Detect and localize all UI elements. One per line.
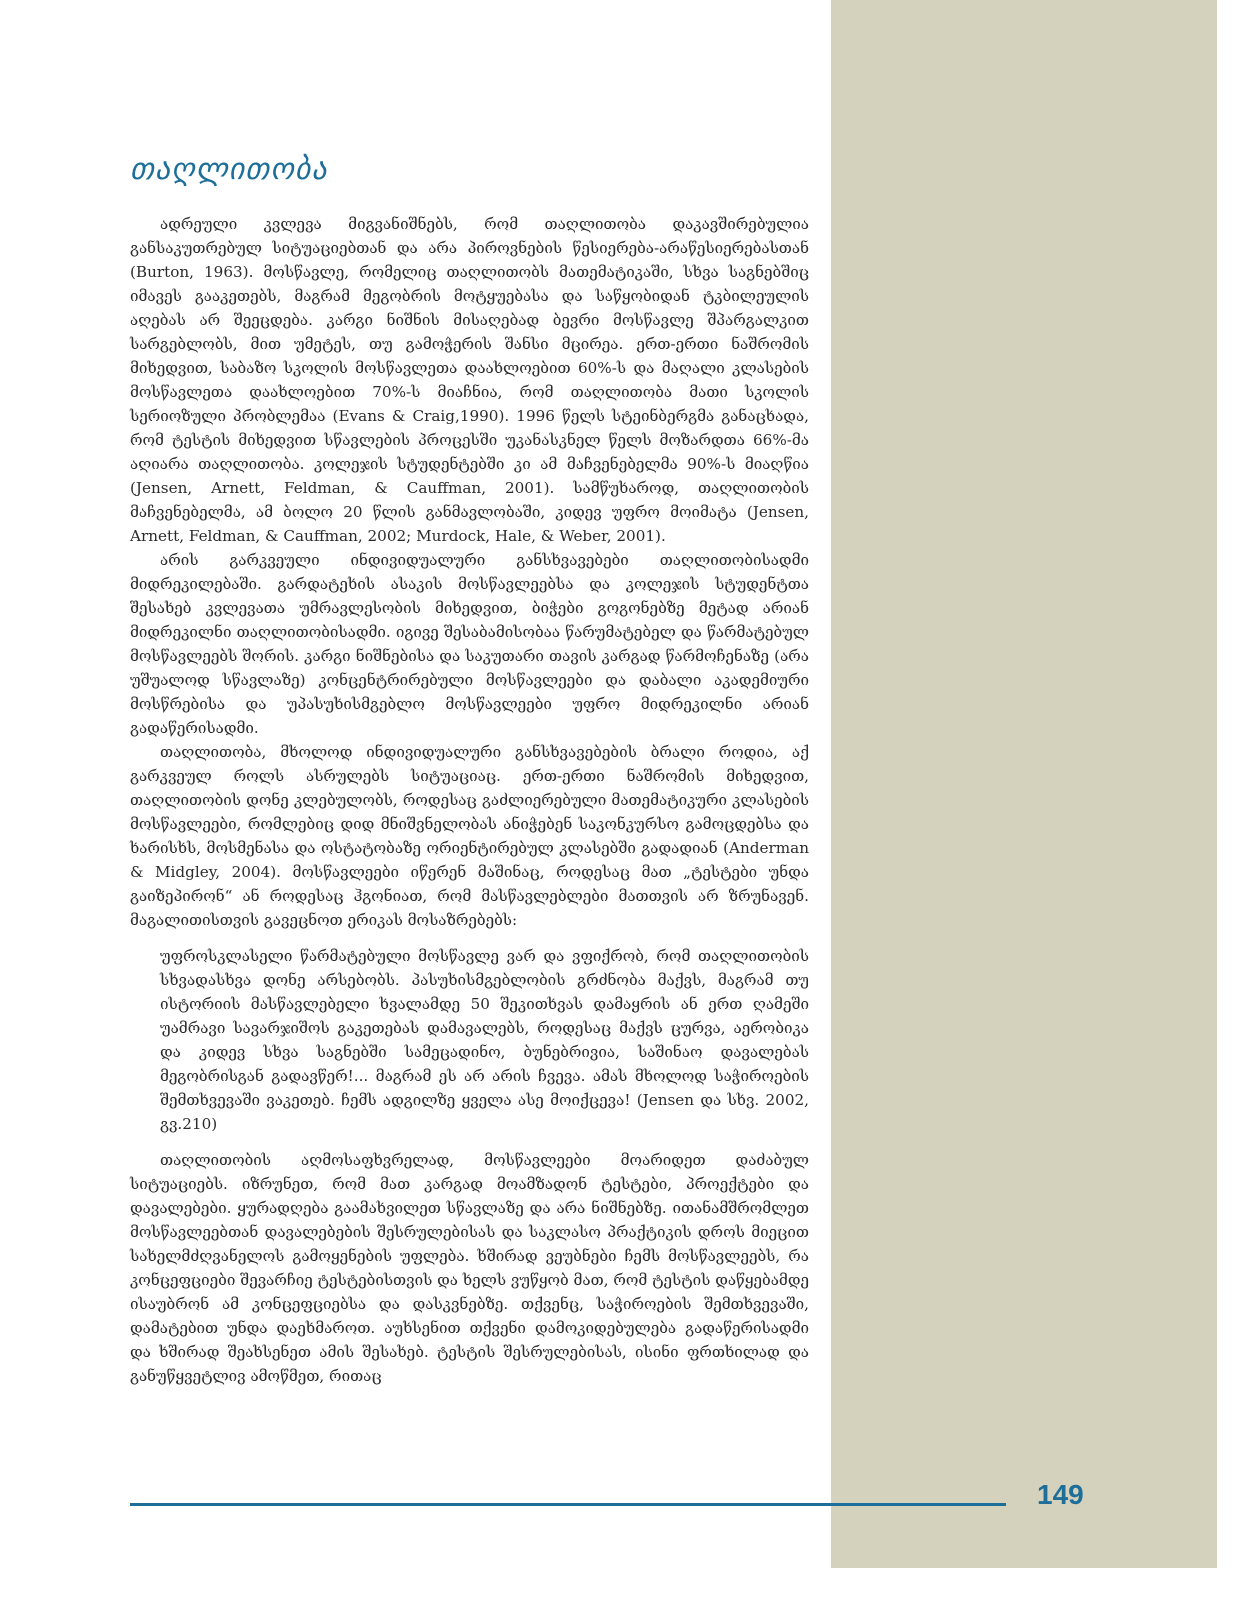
page-number: 149 — [1037, 1479, 1084, 1510]
body-paragraph: თაღლითობა, მხოლოდ ინდივიდუალური განსხვავებების ბრალი როდია, აქ გარკვეულ როლს ასრულებს სიტუაციაც. ერთ-ერთი ნაშრომის მიხედვით, თაღლითობის დონე კლებულობს, როდესაც გაძლიერებული მათემატიკური კლასების მოსწავლეები, რომლებიც დიდ მნიშვნელობას ანიჭებენ საკონკურსო გამოცდებსა და ხარისხს, მოსმენასა და ოსტატობაზე ორიენტირებულ კლასებში გადადიან (Anderman & Midgley, 2004). მოსწავლეები იწერენ მაშინაც, როდესაც მათ „ტესტები უნდა გაიზეპირონ“ ან როდესაც ჰგონიათ, რომ მასწავლებლები მათთვის არ ზრუნავენ. მაგალითისთვის გავეცნოთ ერიკას მოსაზრებებს: — [130, 743, 809, 929]
footer-rule — [130, 1503, 1006, 1506]
page-title: თაღლითობა — [130, 152, 328, 187]
page-content — [130, 150, 809, 1388]
body-paragraph: არის გარკვეული ინდივიდუალური განსხვავებები თაღლითობისადმი მიდრეკილებაში. გარდატეხის ასაკის მოსწავლეებსა და კოლეჯის სტუდენტთა შესახებ კვლევათა უმრავლესობის მიხედვით, ბიჭები გოგონებზე მეტად არიან მიდრეკილნი თაღლითობისადმი. იგივე შესაბამისობაა წარუმატებელ და წარმატებულ მოსწავლეებს შორის. კარგი ნიშნებისა და საკუთარი თავის კარგად წარმოჩენაზე (არა უშუალოდ სწავლაზე) კონცენტრირებული მოსწავლეები და დაბალი აკადემიური მოსწრებისა და უპასუხისმგებლო მოსწავლეები უფრო მიდრეკილნი არიან გადაწერისადმი. — [130, 551, 809, 737]
body-paragraph: ადრეული კვლევა მიგვანიშნებს, რომ თაღლითობა დაკავშირებულია განსაკუთრებულ სიტუაციებთან და არა პიროვნების წესიერება-არაწესიერებასთან (Burton, 1963). მოსწავლე, რომელიც თაღლითობს მათემატიკაში, სხვა საგნებშიც იმავეს გააკეთებს, მაგრამ მეგობრის მოტყუებასა და საწყობიდან ტკბილეულის აღებას არ შეეცდება. კარგი ნიშნის მისაღებად ბევრი მოსწავლე შპარგალკით სარგებლობს, მით უმეტეს, თუ გამოჭერის შანსი მცირეა. ერთ-ერთი ნაშრომის მიხედვით, საბაზო სკოლის მოსწავლეთა დაახლოებით 60%-ს და მაღალი კლასების მოსწავლეთა დაახლოებით 70%-ს მიაჩნია, რომ თაღლითობა მათი სკოლის სერიოზული პრობლემაა (Evans & Craig,1990). 1996 წელს სტეინბერგმა განაცხადა, რომ ტესტის მიხედვით სწავლების პროცესში უკანასკნელ წელს მოზარდთა 66%-მა აღიარა თაღლითობა. კოლეჯის სტუდენტებში კი ამ მაჩვენებელმა 90%-ს მიაღწია (Jensen, Arnett, Feldman, & Cauffman, 2001). სამწუხაროდ, თაღლითობის მაჩვენებელმა, ამ ბოლო 20 წლის განმავლობაში, კიდევ უფრო მოიმატა (Jensen, Arnett, Feldman, & Cauffman, 2002; Murdock, Hale, & Weber, 2001). — [130, 215, 809, 545]
closing-paragraph: თაღლითობის აღმოსაფხვრელად, მოსწავლეები მოარიდეთ დაძაბულ სიტუაციებს. იზრუნეთ, რომ მათ კარგად მოამზადონ ტესტები, პროექტები და დავალებები. ყურადღება გაამახვილეთ სწავლაზე და არა ნიშნებზე. ითანამშრომლეთ მოსწავლეებთან დავალებების შესრულებისას და საკლასო პრაქტიკის დროს მიეცით სახელმძღვანელოს გამოყენების უფლება. ხშირად ვეუბნები ჩემს მოსწავლეებს, რა კონცეფციები შევარჩიე ტესტებისთვის და ხელს ვუწყობ მათ, რომ ტესტის დაწყებამდე ისაუბრონ ამ კონცეფციებსა და დასკვნებზე. თქვენც, საჭიროების შემთხვევაში, დამატებით უნდა დაეხმაროთ. აუხსენით თქვენი დამოკიდებულება გადაწერისადმი და ხშირად შეახსენეთ ამის შესახებ. ტესტის შესრულებისას, ისინი ფრთხილად და განუწყვეტლივ ამოწმეთ, რითაც — [130, 1151, 809, 1385]
block-quote: უფროსკლასელი წარმატებული მოსწავლე ვარ და ვფიქრობ, რომ თაღლითობის სხვადასხვა დონე არსებობს. პასუხისმგებლობის გრძნობა მაქვს, მაგრამ თუ ისტორიის მასწავლებელი ხვალამდე 50 შეკითხვას დამაყრის ან ერთ ღამეში უამრავი სავარჯიშოს გაკეთებას დამავალებს, როდესაც მაქვს ცურვა, აერობიკა და კიდევ სხვა საგნებში სამეცადინო, ბუნებრივია, საშინაო დავალებას მეგობრისგან გადავწერ!... მაგრამ ეს არ არის ჩვევა. ამას მხოლოდ საჭიროების შემთხვევაში ვაკეთებ. ჩემს ადგილზე ყველა ასე მოიქცევა! (Jensen და სხვ. 2002, გვ.210) — [160, 947, 809, 1133]
side-decorative-band — [831, 0, 1217, 1568]
